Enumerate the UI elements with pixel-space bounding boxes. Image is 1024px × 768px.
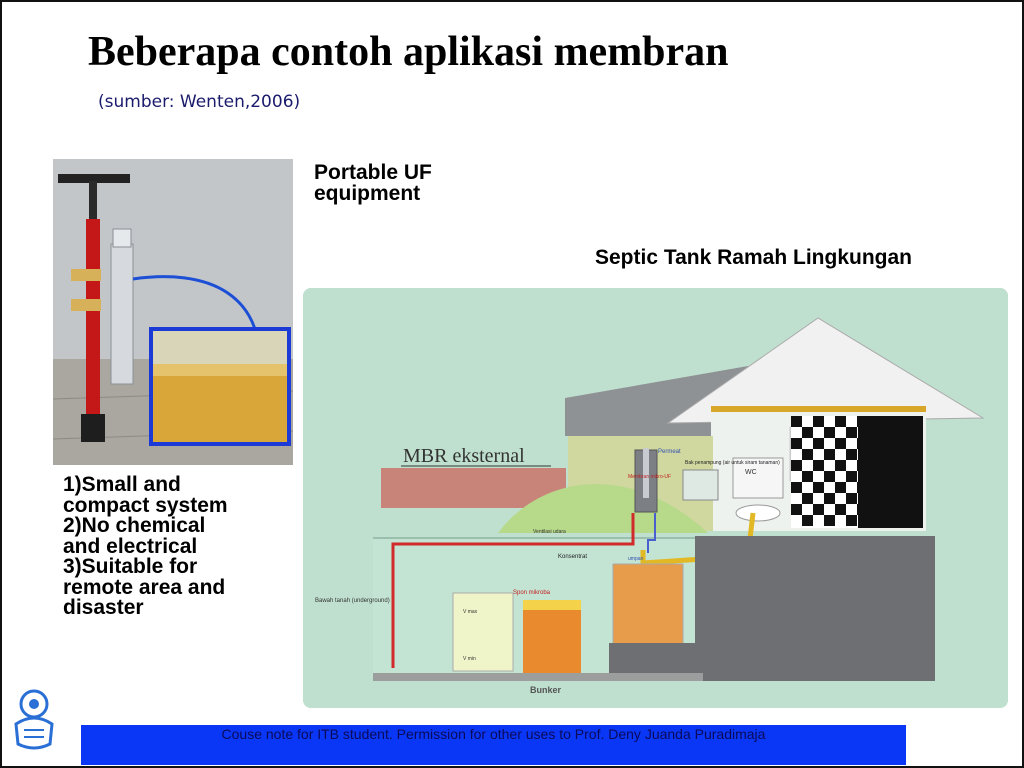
footer-note: Couse note for ITB student. Permission for other uses to Prof. Deny Juanda Puradimaja xyxy=(221,726,766,742)
checker-tile xyxy=(846,493,857,504)
checker-tile xyxy=(901,482,912,493)
footer-bar xyxy=(81,725,906,765)
checker-tile xyxy=(879,416,890,427)
diagram-label-mbr: MBR eksternal xyxy=(403,445,525,467)
septic-tank-caption: Septic Tank Ramah Lingkungan xyxy=(595,246,912,269)
checker-tile xyxy=(813,416,824,427)
checker-tile xyxy=(824,427,835,438)
diagram-label-membran: Membran mikro-UF xyxy=(628,474,672,480)
checker-tile xyxy=(890,515,901,526)
checker-tile xyxy=(791,482,802,493)
checker-tile xyxy=(857,482,868,493)
checker-tile xyxy=(901,460,912,471)
checker-tile xyxy=(857,460,868,471)
checker-tile xyxy=(824,471,835,482)
feature-line: compact system xyxy=(63,493,228,517)
checker-tile xyxy=(835,416,846,427)
checker-tile xyxy=(901,504,912,515)
feature-line: 1)Small and xyxy=(63,473,181,496)
checker-tile xyxy=(912,449,923,460)
diagram-label-v-min: V min xyxy=(463,656,476,662)
checker-tile xyxy=(791,504,802,515)
source-citation: (sumber: Wenten,2006) xyxy=(98,92,301,112)
checker-tile xyxy=(824,493,835,504)
checker-tile xyxy=(835,482,846,493)
checker-tile xyxy=(912,471,923,482)
diagram-label-wc: WC xyxy=(745,469,757,476)
checker-tile xyxy=(890,449,901,460)
feature-line: remote area and xyxy=(63,575,226,599)
checkerboard-tiles xyxy=(791,416,923,528)
diagram-label-umpan: umpan xyxy=(628,556,644,562)
checker-tile xyxy=(879,438,890,449)
feature-line: and electrical xyxy=(63,534,198,558)
diagram-label-ventilasi: Ventilasi udara xyxy=(533,529,566,535)
checker-tile xyxy=(868,471,879,482)
checker-tile xyxy=(901,416,912,427)
diagram-label-konsentrat: Konsentrat xyxy=(558,554,588,560)
checker-tile xyxy=(868,493,879,504)
checker-tile xyxy=(813,482,824,493)
checker-tile xyxy=(901,438,912,449)
portable-uf-photo xyxy=(53,159,293,465)
diagram-label-bak: Bak penampung (air untuk siram tanaman) xyxy=(685,460,780,466)
diagram-label-bawah-tanah: Bawah tanah (underground) xyxy=(315,598,390,604)
checker-tile xyxy=(824,515,835,526)
checker-tile xyxy=(857,438,868,449)
itb-ganesha-logo-icon xyxy=(6,684,62,758)
checker-tile xyxy=(890,493,901,504)
checker-tile xyxy=(912,427,923,438)
checker-tile xyxy=(791,438,802,449)
checker-tile xyxy=(802,493,813,504)
checker-tile xyxy=(802,427,813,438)
uf-features-list xyxy=(63,475,293,619)
checker-tile xyxy=(835,460,846,471)
checker-tile xyxy=(813,438,824,449)
feature-line: 3)Suitable for xyxy=(63,555,198,578)
checker-tile xyxy=(835,504,846,515)
checker-tile xyxy=(890,471,901,482)
checker-tile xyxy=(868,427,879,438)
checker-tile xyxy=(835,438,846,449)
diagram-label-permeat: Permeat xyxy=(658,449,681,455)
checker-tile xyxy=(813,460,824,471)
slide-title: Beberapa contoh aplikasi membran xyxy=(88,29,729,75)
checker-tile xyxy=(879,504,890,515)
checker-tile xyxy=(879,460,890,471)
checker-tile xyxy=(846,449,857,460)
diagram-label-v-max: V max xyxy=(463,609,478,615)
checker-tile xyxy=(846,515,857,526)
checker-tile xyxy=(868,515,879,526)
feature-line: 2)No chemical xyxy=(63,514,206,537)
checker-tile xyxy=(912,515,923,526)
feature-line: disaster xyxy=(63,596,144,619)
checker-tile xyxy=(802,449,813,460)
checker-tile xyxy=(857,416,868,427)
checker-tile xyxy=(912,493,923,504)
diagram-label-spon: Spon mikroba xyxy=(513,590,551,596)
checker-tile xyxy=(813,504,824,515)
checker-tile xyxy=(791,460,802,471)
checker-tile xyxy=(802,471,813,482)
portable-uf-caption-line2: equipment xyxy=(314,182,421,205)
checker-tile xyxy=(857,504,868,515)
checker-tile xyxy=(890,427,901,438)
checker-tile xyxy=(802,515,813,526)
checker-tile xyxy=(868,449,879,460)
checker-tile xyxy=(846,471,857,482)
diagram-label-bunker: Bunker xyxy=(530,685,562,695)
checker-tile xyxy=(824,449,835,460)
portable-uf-caption xyxy=(314,162,484,204)
checker-tile xyxy=(846,427,857,438)
checker-tile xyxy=(879,482,890,493)
septic-tank-diagram xyxy=(303,288,1008,708)
checker-tile xyxy=(791,416,802,427)
portable-uf-caption-line1: Portable UF xyxy=(314,161,432,184)
